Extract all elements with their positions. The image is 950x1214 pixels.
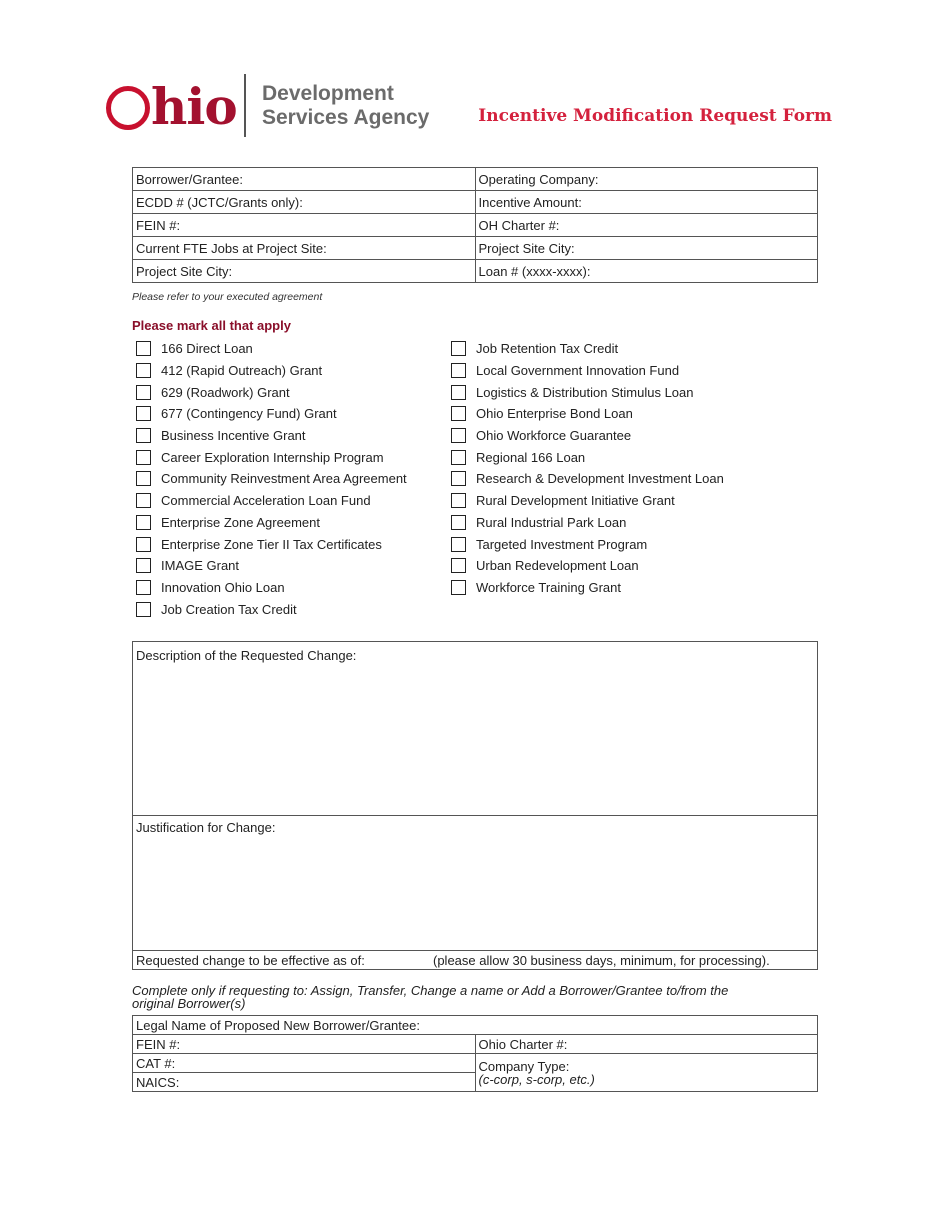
- table-row: [133, 1016, 818, 1035]
- checkbox-item[interactable]: [136, 425, 407, 447]
- checkbox[interactable]: [136, 385, 151, 400]
- checkbox[interactable]: [451, 385, 466, 400]
- effective-date-field[interactable]: [133, 951, 818, 970]
- checkbox[interactable]: [136, 537, 151, 552]
- checkbox-label: Rural Industrial Park Loan: [476, 514, 627, 530]
- checkbox-label: Commercial Acceleration Loan Fund: [161, 493, 371, 509]
- checkbox-item[interactable]: [451, 490, 724, 512]
- checkbox[interactable]: [451, 450, 466, 465]
- checkbox[interactable]: [451, 428, 466, 443]
- description-field[interactable]: Description of the Requested Change:: [133, 642, 818, 816]
- checkbox-label: Business Incentive Grant: [161, 428, 306, 444]
- checkbox-label: Local Government Innovation Fund: [476, 363, 680, 379]
- naics-field[interactable]: NAICS:: [133, 1073, 476, 1092]
- checkbox-item[interactable]: [451, 533, 724, 555]
- checkbox-label: Career Exploration Internship Program: [161, 449, 384, 465]
- checkbox-item[interactable]: [451, 577, 724, 599]
- checklist-right-column: [451, 338, 724, 598]
- checkbox-label: Ohio Enterprise Bond Loan: [476, 406, 633, 422]
- checkbox-label: 677 (Contingency Fund) Grant: [161, 406, 337, 422]
- checkbox[interactable]: [136, 558, 151, 573]
- agreement-note: Please refer to your executed agreement: [132, 291, 323, 303]
- checkbox-item[interactable]: [136, 598, 407, 620]
- checkbox-item[interactable]: [136, 577, 407, 599]
- checkbox-label: 412 (Rapid Outreach) Grant: [161, 363, 323, 379]
- checkbox-item[interactable]: [136, 338, 407, 360]
- checklist-heading: Please mark all that apply: [132, 318, 291, 333]
- legal-name-field[interactable]: Legal Name of Proposed New Borrower/Grantee:: [133, 1016, 818, 1035]
- oh-charter-field[interactable]: OH Charter #:: [475, 214, 818, 237]
- applicant-info-table: [132, 167, 818, 283]
- table-row: [133, 1054, 818, 1073]
- checkbox-item[interactable]: [451, 338, 724, 360]
- fte-jobs-field[interactable]: Current FTE Jobs at Project Site:: [133, 237, 476, 260]
- checkbox-item[interactable]: [136, 555, 407, 577]
- checkbox-label: Enterprise Zone Tier II Tax Certificates: [161, 536, 382, 552]
- checkbox[interactable]: [136, 406, 151, 421]
- checkbox-item[interactable]: [451, 555, 724, 577]
- checkbox-item[interactable]: [136, 468, 407, 490]
- checkbox-label: Targeted Investment Program: [476, 536, 648, 552]
- ohio-charter-field[interactable]: Ohio Charter #:: [475, 1035, 818, 1054]
- project-site-city-field-2[interactable]: Project Site City:: [133, 260, 476, 283]
- checkbox-item[interactable]: [451, 468, 724, 490]
- checkbox-item[interactable]: [451, 360, 724, 382]
- checkbox-label: Ohio Workforce Guarantee: [476, 428, 632, 444]
- transfer-table: [132, 1015, 818, 1092]
- checkbox-label: Urban Redevelopment Loan: [476, 558, 639, 574]
- effective-date-label: Requested change to be effective as of:: [136, 952, 365, 968]
- justification-field[interactable]: Justification for Change:: [133, 816, 818, 951]
- checkbox[interactable]: [451, 406, 466, 421]
- checkbox[interactable]: [451, 493, 466, 508]
- checkbox-item[interactable]: [136, 490, 407, 512]
- checkbox[interactable]: [451, 537, 466, 552]
- table-row: [133, 642, 818, 816]
- ohio-logo-word: hio: [151, 76, 237, 136]
- company-type-label: Company Type:: [478, 1058, 570, 1074]
- company-type-field[interactable]: [475, 1054, 818, 1092]
- checkbox-label: Innovation Ohio Loan: [161, 579, 285, 595]
- checkbox-item[interactable]: [451, 403, 724, 425]
- project-site-city-field[interactable]: Project Site City:: [475, 237, 818, 260]
- checkbox[interactable]: [136, 515, 151, 530]
- transfer-instruction: Complete only if requesting to: Assign, Transfer, Change a name or Add a Borrower/Grantee to/from the original Borrower(s): [132, 983, 729, 1011]
- checkbox[interactable]: [451, 558, 466, 573]
- table-row: [133, 260, 818, 283]
- form-title: Incentive Modification Request Form: [478, 106, 832, 126]
- table-row: [133, 237, 818, 260]
- checkbox-label: 166 Direct Loan: [161, 341, 253, 357]
- effective-date-note: (please allow 30 business days, minimum, for processing).: [433, 953, 770, 968]
- checkbox-item[interactable]: [136, 381, 407, 403]
- checkbox-label: Enterprise Zone Agreement: [161, 514, 320, 530]
- table-row: [133, 168, 818, 191]
- checkbox-label: Workforce Training Grant: [476, 579, 621, 595]
- ohio-logo-o-mark: [106, 86, 150, 130]
- checkbox-label: Job Creation Tax Credit: [161, 601, 297, 617]
- transfer-fein-field[interactable]: FEIN #:: [133, 1035, 476, 1054]
- checkbox[interactable]: [136, 493, 151, 508]
- checkbox-label: Logistics & Distribution Stimulus Loan: [476, 384, 694, 400]
- company-type-hint: (c-corp, s-corp, etc.): [478, 1071, 595, 1087]
- checkbox-item[interactable]: [136, 360, 407, 382]
- checkbox[interactable]: [451, 341, 466, 356]
- checkbox-item[interactable]: [451, 512, 724, 534]
- checkbox[interactable]: [136, 363, 151, 378]
- table-row: [133, 816, 818, 951]
- checkbox-item[interactable]: [136, 446, 407, 468]
- checkbox-label: Job Retention Tax Credit: [476, 341, 619, 357]
- table-row: [133, 214, 818, 237]
- checkbox-label: Regional 166 Loan: [476, 449, 586, 465]
- checkbox-label: 629 (Roadwork) Grant: [161, 384, 290, 400]
- checkbox[interactable]: [451, 471, 466, 486]
- cat-field[interactable]: CAT #:: [133, 1054, 476, 1073]
- operating-company-field[interactable]: Operating Company:: [475, 168, 818, 191]
- fein-field[interactable]: FEIN #:: [133, 214, 476, 237]
- checkbox[interactable]: [451, 580, 466, 595]
- checkbox-item[interactable]: [136, 533, 407, 555]
- incentive-amount-field[interactable]: Incentive Amount:: [475, 191, 818, 214]
- table-row: [133, 1035, 818, 1054]
- checkbox-item[interactable]: [136, 403, 407, 425]
- checkbox[interactable]: [136, 428, 151, 443]
- checkbox-item[interactable]: [451, 381, 724, 403]
- loan-number-field[interactable]: Loan # (xxxx-xxxx):: [475, 260, 818, 283]
- checkbox-item[interactable]: [451, 446, 724, 468]
- checklist-left-column: [136, 338, 407, 620]
- borrower-grantee-field[interactable]: Borrower/Grantee:: [133, 168, 476, 191]
- change-details-table: [132, 641, 818, 970]
- checkbox[interactable]: [136, 450, 151, 465]
- checkbox-label: Research & Development Investment Loan: [476, 471, 724, 487]
- checkbox[interactable]: [451, 515, 466, 530]
- checkbox-label: Rural Development Initiative Grant: [476, 493, 675, 509]
- agency-line-1: Development: [262, 82, 394, 105]
- checkbox-label: IMAGE Grant: [161, 558, 240, 574]
- ohio-logo: [106, 74, 237, 138]
- ecdd-field[interactable]: ECDD # (JCTC/Grants only):: [133, 191, 476, 214]
- checkbox[interactable]: [136, 341, 151, 356]
- checkbox[interactable]: [136, 580, 151, 595]
- checkbox-item[interactable]: [136, 512, 407, 534]
- checkbox-item[interactable]: [451, 425, 724, 447]
- checkbox[interactable]: [451, 363, 466, 378]
- table-row: [133, 951, 818, 970]
- agency-name: [262, 82, 429, 130]
- checkbox[interactable]: [136, 471, 151, 486]
- table-row: [133, 191, 818, 214]
- checkbox-label: Community Reinvestment Area Agreement: [161, 471, 407, 487]
- logo-divider: [244, 74, 246, 137]
- agency-line-2: Services Agency: [262, 106, 430, 129]
- checkbox[interactable]: [136, 602, 151, 617]
